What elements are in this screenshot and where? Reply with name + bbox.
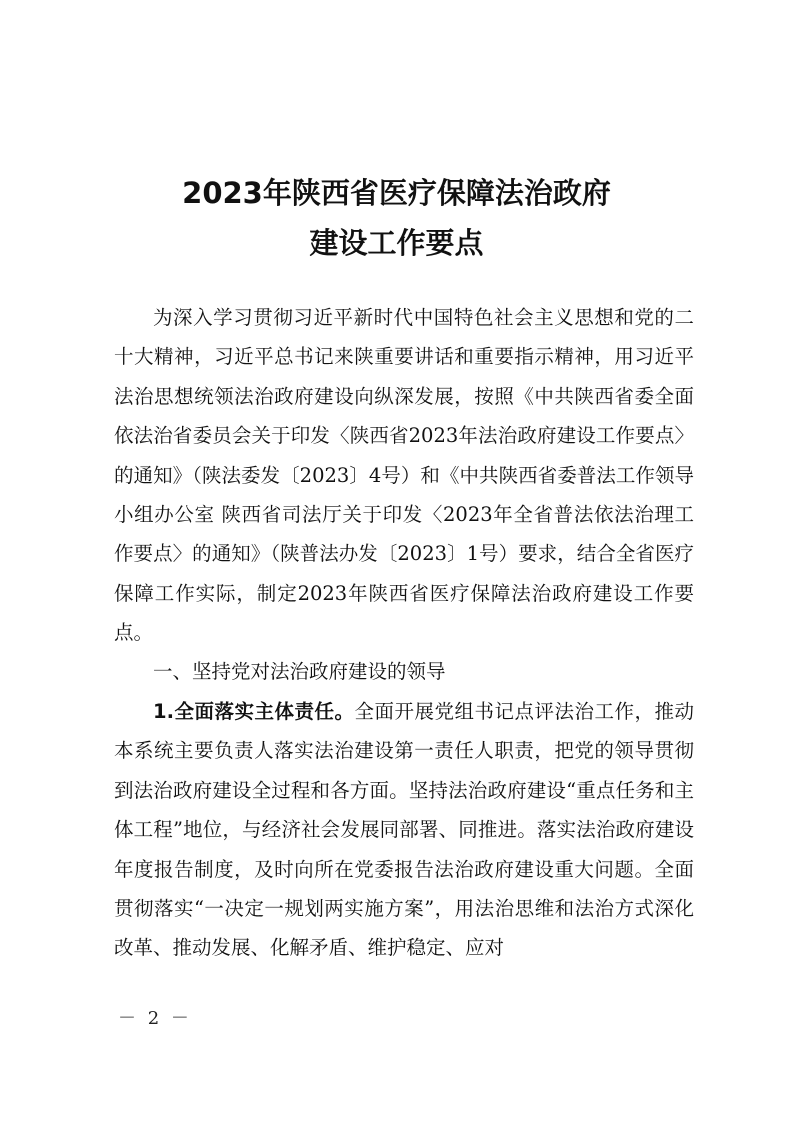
title-line-1: 2023年陕西省医疗保障法治政府 — [182, 176, 611, 210]
document-title — [0, 168, 793, 268]
page-number: － 2 － — [118, 1008, 192, 1029]
title-line-2: 建设工作要点 — [309, 226, 484, 260]
item-1-paragraph — [114, 692, 694, 968]
intro-paragraph: 为深入学习贯彻习近平新时代中国特色社会主义思想和党的二十大精神，习近平总书记来陕重要讲话和重要指示精神，用习近平法治思想统领法治政府建设向纵深发展，按照《中共陕西省委全面依法治省委员会关于印发〈陕西省2023年法治政府建设工作要点〉的通知》（陕法委发〔2023〕4号）和《中共陕西省委普法工作领导小组办公室 陕西省司法厅关于印发〈2023年全省普法依法治理工作要点〉的通知》（陕普法办发〔2023〕1号）要求，结合全省医疗保障工作实际，制定2023年陕西省医疗保障法治政府建设工作要点。 — [114, 306, 694, 645]
section-heading: 一、坚持党对法治政府建设的领导 — [153, 660, 446, 683]
item-1-text: 全面开展党组书记点评法治工作，推动本系统主要负责人落实法治建设第一责任人职责，把党的领导贯彻到法治政府建设全过程和各方面。坚持法治政府建设“重点任务和主体工程”地位，与经济社会发展同部署、同推进。落实法治政府建设年度报告制度，及时向所在党委报告法治政府建设重大问题。全面贯彻落实“一决定一规划两实施方案”，用法治思维和法治方式深化改革、推动发展、化解矛盾、维护稳定、应对 — [114, 700, 694, 960]
item-1-lead: 1.全面落实主体责任。 — [153, 700, 355, 723]
